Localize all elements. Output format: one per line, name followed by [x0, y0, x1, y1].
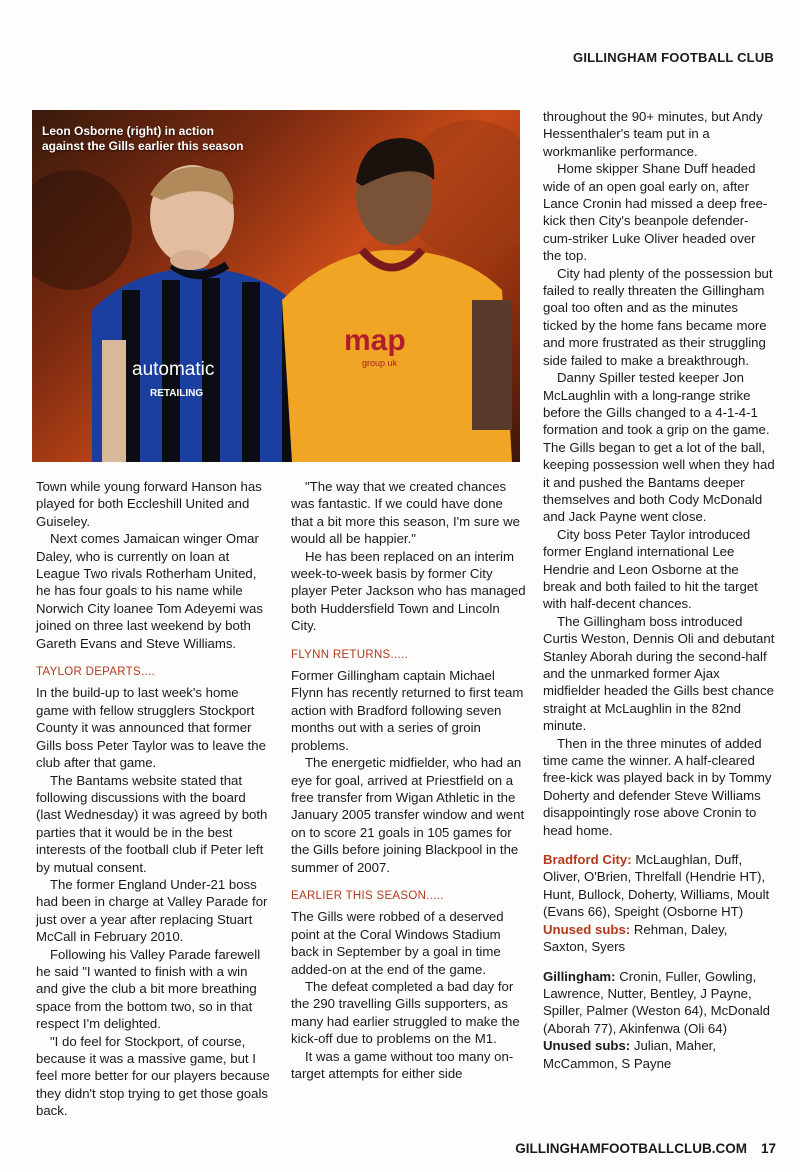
team-players: McLaughlan, Duff, Oliver, O'Brien, Threlfall (Hendrie HT), Hunt, Bullock, Doherty, Williams, Moult (Evans 66), Speight (Osborne HT): [543, 852, 770, 920]
shirt-sponsor-left-sub: RETAILING: [150, 388, 204, 399]
photo-caption: Leon Osborne (right) in action against the Gills earlier this season: [42, 124, 244, 153]
paragraph: Next comes Jamaican winger Omar Daley, who is currently on loan at League Two rivals Rotherham United, he has four goals to his name while Norwich City loanee Tom Adeyemi was joined on three last weekend by both Gareth Evans and Steve Williams.: [36, 531, 263, 651]
paragraph: "The way that we created chances was fantastic. If we could have done that a bit more this season, I'm sure we would all be happier.": [291, 479, 521, 547]
paragraph: The former England Under-21 boss had been in charge at Valley Parade for just over a year after replacing Stuart McCall in February 2010.: [36, 876, 268, 945]
subs-label: Unused subs:: [543, 921, 631, 937]
section-heading: TAYLOR DEPARTS....: [36, 666, 155, 679]
left-column: [36, 478, 272, 1120]
paragraph: "I do feel for Stockport, of course, because it was a massive game, but I feel more better for our players because they didn't stop trying to get those goals back.: [36, 1033, 270, 1119]
section-heading: FLYNN RETURNS.....: [291, 648, 409, 661]
right-column: [543, 108, 775, 1072]
paragraph: The defeat completed a bad day for the 290 travelling Gills supporters, as many had earlier struggled to make the kick-off due to problems on the M1.: [291, 978, 520, 1047]
team-label: Gillingham:: [543, 968, 616, 984]
shirt-sponsor-left: automatic: [132, 359, 215, 380]
gillingham-lineup: [543, 968, 775, 1072]
running-header: GILLINGHAM FOOTBALL CLUB: [573, 50, 774, 65]
subs-players: Julian, Maher, McCammon, S Payne: [543, 1038, 716, 1071]
paragraph: It was a game without too many on-target attempts for either side: [291, 1048, 514, 1081]
page-number: 17: [760, 1141, 776, 1156]
paragraph: throughout the 90+ minutes, but Andy Hessenthaler's team put in a workmanlike performance.: [543, 109, 763, 159]
paragraph: Danny Spiller tested keeper Jon McLaughlin with a long-range strike before the Gills changed to a 4-1-4-1 formation and took a grip on the game. The Gills began to get a lot of the ball, keeping possession well when they had it and pushed the Bantams deeper themselves and both Cody McDonald and Jack Payne went close.: [543, 370, 775, 525]
paragraph: He has been replaced on an interim week-to-week basis by former City player Peter Jackson who has managed both Huddersfield Town and Lincoln City.: [291, 548, 526, 634]
subs-players: Rehman, Daley, Saxton, Syers: [543, 921, 728, 955]
middle-column: [291, 478, 527, 1082]
paragraph: The Gillingham boss introduced Curtis Weston, Dennis Oli and debutant Stanley Aborah during the second-half and the unmarked former Ajax midfielder headed the Gills best chance straight at McLaughlin in the 82nd minute.: [543, 613, 775, 734]
paragraph: The energetic midfielder, who had an eye for goal, arrived at Priestfield on a free transfer from Wigan Athletic in the January 2005 transfer window and went on to score 21 goals in 105 games for the Gills before joining Blackpool in the summer of 2007.: [291, 755, 525, 875]
paragraph: Former Gillingham captain Michael Flynn has recently returned to first team action with Bradford following seven months out with a series of groin problems.: [291, 668, 524, 753]
team-label: Bradford City:: [543, 852, 632, 868]
paragraph: In the build-up to last week's home game with fellow strugglers Stockport County it was announced that former Gills boss Peter Taylor was to leave the club after that game.: [36, 685, 266, 771]
paragraph: Town while young forward Hanson has played for both Eccleshill United and Guiseley.: [36, 479, 262, 529]
paragraph: Then in the three minutes of added time came the winner. A half-cleared free-kick was played back in by Tommy Doherty and defender Steve Williams disappointingly rose above Cronin to head home.: [543, 735, 772, 838]
paragraph: City had plenty of the possession but failed to really threaten the Gillingham goal too often and as the minutes ticked by the home fans became more and more frustrated as their struggling side failed to make a breakthrough.: [543, 265, 773, 368]
paragraph: City boss Peter Taylor introduced former England international Lee Hendrie and Leon Osborne at the break and both failed to hit the target with half-decent chances.: [543, 526, 758, 612]
paragraph: The Bantams website stated that following discussions with the board (last Wednesday) it was agreed by both parties that it would be in the best interests of the football club if Peter left by mutual consent.: [36, 772, 268, 875]
subs-label: Unused subs:: [543, 1038, 631, 1054]
page-footer: [515, 1141, 776, 1156]
shirt-sponsor-right: map: [344, 324, 406, 357]
section-heading: EARLIER THIS SEASON.....: [291, 889, 444, 902]
paragraph: Following his Valley Parade farewell he said "I wanted to finish with a win and give the club a bit more breathing space from the bottom two, so in that respect I'm delighted.: [36, 946, 261, 1032]
paragraph: The Gills were robbed of a deserved point at the Coral Windows Stadium back in September by a goal in time added-on at the end of the game.: [291, 909, 504, 977]
shirt-sponsor-right-sub: group uk: [362, 358, 398, 368]
players-illustration: [32, 110, 520, 462]
bradford-lineup: [543, 851, 775, 955]
action-photo: [32, 110, 520, 462]
team-players: Cronin, Fuller, Gowling, Lawrence, Nutter, Bentley, J Payne, Spiller, Palmer (Weston 64), McDonald (Aborah 77), Akinfenwa (Oli 64): [543, 968, 770, 1036]
footer-website: GILLINGHAMFOOTBALLCLUB.COM: [515, 1141, 747, 1156]
paragraph: Home skipper Shane Duff headed wide of an open goal early on, after Lance Cronin had missed a deep free-kick then City's beanpole defender-cum-striker Luke Oliver headed over the top.: [543, 161, 768, 264]
